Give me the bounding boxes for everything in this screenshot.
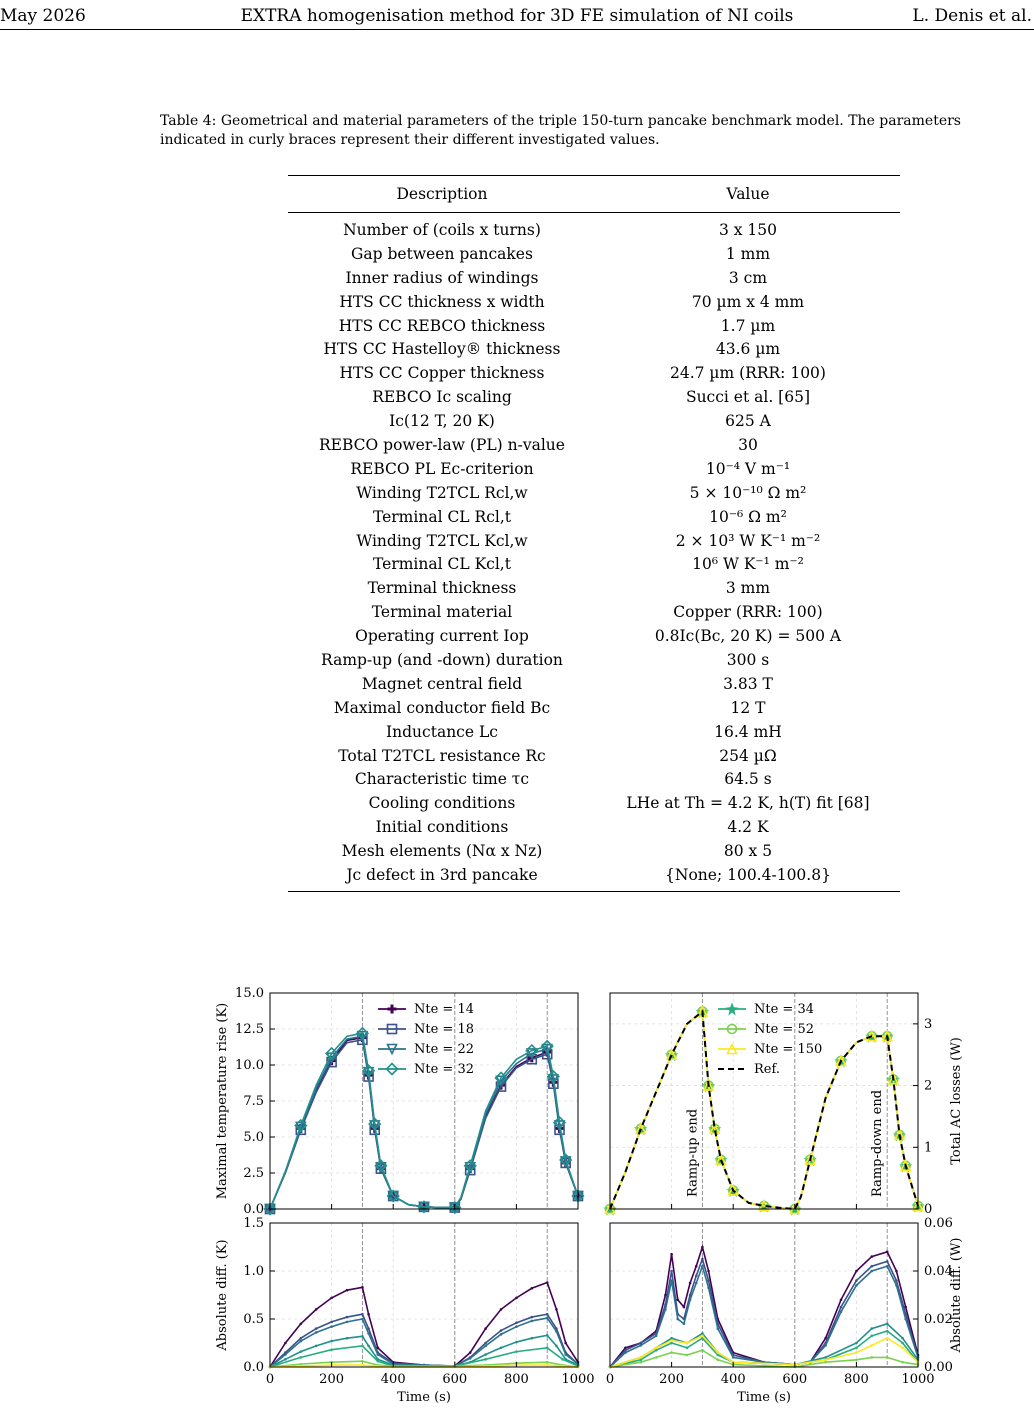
data-point <box>695 1275 698 1278</box>
cell-description: Operating current Iop <box>355 627 529 646</box>
data-point <box>670 1337 673 1340</box>
data-point <box>500 1347 503 1350</box>
data-point <box>330 1348 333 1351</box>
legend-label: Nte = 22 <box>414 1042 474 1057</box>
data-point <box>717 1327 720 1330</box>
data-point <box>361 1360 364 1363</box>
data-point <box>624 1347 627 1350</box>
x-tick-label: 0 <box>605 1372 615 1387</box>
cell-description: Ic(12 T, 20 K) <box>389 412 495 431</box>
data-point <box>717 1359 720 1362</box>
data-point <box>300 1340 303 1343</box>
x-tick-label: 600 <box>782 1372 808 1387</box>
cell-description: Terminal CL Rcl,t <box>372 507 511 526</box>
data-point <box>531 1287 534 1290</box>
data-point <box>484 1358 487 1361</box>
data-point <box>683 1306 686 1309</box>
parameter-table-wrap <box>288 175 900 892</box>
cell-value: 3 x 150 <box>718 220 777 239</box>
y-tick-label: 7.5 <box>243 1094 264 1109</box>
cell-value: 1.7 µm <box>720 316 776 335</box>
data-point <box>686 1342 689 1345</box>
data-point <box>555 1345 558 1348</box>
legend-label: Nte = 32 <box>414 1062 474 1077</box>
series-line <box>610 1266 918 1367</box>
data-point <box>824 1361 827 1364</box>
data-point <box>367 1332 370 1335</box>
legend-label: Nte = 52 <box>754 1022 814 1037</box>
data-point <box>361 1364 364 1367</box>
data-point <box>531 1320 534 1323</box>
chart-panel <box>605 993 965 1217</box>
x-tick-label: 200 <box>319 1372 345 1387</box>
data-point <box>670 1339 673 1342</box>
data-point <box>901 1337 904 1340</box>
y-tick-label: 0.04 <box>924 1264 953 1279</box>
data-point <box>707 1279 710 1282</box>
y-tick-label: 12.5 <box>235 1022 264 1037</box>
cell-value: 30 <box>738 435 758 454</box>
cell-description: Mesh elements (Nα x Nz) <box>341 842 543 861</box>
cell-description: Maximal conductor field Bc <box>333 698 551 717</box>
table-row <box>288 863 900 891</box>
cell-description: Inductance Lc <box>386 722 498 741</box>
cell-description: REBCO Ic scaling <box>372 388 512 407</box>
table-row <box>288 720 900 744</box>
table-row <box>288 505 900 529</box>
data-point <box>732 1356 735 1359</box>
y-tick-label: 1 <box>924 1140 933 1156</box>
data-point <box>346 1321 349 1324</box>
y-tick-label: 2 <box>924 1078 933 1094</box>
data-point <box>300 1323 303 1326</box>
header-date: May 2026 <box>0 6 86 26</box>
cell-description: Initial conditions <box>375 818 509 837</box>
data-point <box>555 1308 558 1311</box>
data-point <box>695 1265 698 1268</box>
y-tick-label: 0.0 <box>243 1202 264 1217</box>
data-point <box>824 1356 827 1359</box>
data-point <box>555 1330 558 1333</box>
cell-value: 3 cm <box>728 268 768 287</box>
data-point <box>701 1246 704 1249</box>
data-point <box>901 1342 904 1345</box>
table-row <box>288 600 900 624</box>
y-tick-label: 0.0 <box>243 1360 264 1375</box>
data-point <box>886 1251 889 1254</box>
data-point <box>855 1342 858 1345</box>
results-figure-svg <box>160 975 1000 1415</box>
legend-label: Ref. <box>754 1062 780 1077</box>
data-point <box>361 1345 364 1348</box>
data-point <box>515 1325 518 1328</box>
data-point <box>469 1357 472 1360</box>
table-row <box>288 337 900 361</box>
table-row <box>288 361 900 385</box>
cell-value: 10⁻⁶ Ω m² <box>709 507 787 526</box>
x-tick-label: 0 <box>265 1372 275 1387</box>
cell-value: 3.83 T <box>723 674 773 693</box>
cell-value: 625 A <box>725 412 771 431</box>
y-axis-label: Absolute diff. (K) <box>215 1239 230 1351</box>
data-point <box>670 1279 673 1282</box>
data-point <box>855 1270 858 1273</box>
data-point <box>670 1253 673 1256</box>
header-value: Value <box>726 185 770 203</box>
cell-value: 16.4 mH <box>714 722 782 741</box>
cell-value: Succi et al. [65] <box>685 388 810 407</box>
data-point <box>546 1317 549 1320</box>
cell-description: REBCO power-law (PL) n-value <box>319 435 565 454</box>
table-row <box>288 385 900 409</box>
data-point <box>871 1265 874 1268</box>
data-point <box>564 1353 567 1356</box>
y-tick-label: 1.0 <box>243 1264 264 1279</box>
data-point <box>315 1327 318 1330</box>
data-point <box>840 1306 843 1309</box>
data-point <box>531 1337 534 1340</box>
data-point <box>655 1335 658 1338</box>
cell-description: Winding T2TCL Kcl,w <box>356 531 528 550</box>
cell-description: Gap between pancakes <box>351 244 533 263</box>
cell-description: Terminal material <box>371 603 513 622</box>
data-point <box>886 1260 889 1263</box>
x-tick-label: 1000 <box>561 1372 595 1387</box>
chart-panel <box>215 986 584 1217</box>
data-point <box>515 1297 518 1300</box>
data-point <box>871 1270 874 1273</box>
parameter-table <box>288 175 900 892</box>
table-row <box>288 552 900 576</box>
data-point <box>284 1353 287 1356</box>
data-point <box>871 1335 874 1338</box>
legend-marker <box>727 1004 738 1015</box>
results-figure <box>160 975 1000 1415</box>
table-row <box>288 314 900 338</box>
header-title: EXTRA homogenisation method for 3D FE simulation of NI coils <box>240 6 794 26</box>
data-point <box>500 1308 503 1311</box>
data-point <box>670 1351 673 1354</box>
table-row <box>288 409 900 433</box>
y-tick-label: 0.02 <box>924 1312 953 1327</box>
data-point <box>871 1344 874 1347</box>
data-point <box>840 1311 843 1314</box>
data-point <box>701 1265 704 1268</box>
data-point <box>500 1333 503 1336</box>
data-point <box>546 1361 549 1364</box>
cell-description: Total T2TCL resistance Rc <box>338 746 546 765</box>
y-tick-label: 0.00 <box>924 1360 953 1375</box>
data-point <box>886 1337 889 1340</box>
y-tick-label: 10.0 <box>235 1058 264 1073</box>
data-point <box>689 1282 692 1285</box>
data-point <box>855 1347 858 1350</box>
cell-description: Characteristic time τc <box>354 770 530 789</box>
x-tick-label: 1000 <box>901 1372 935 1387</box>
cell-description: Ramp-up (and -down) duration <box>321 650 563 669</box>
table-row <box>288 624 900 648</box>
x-tick-label: 800 <box>503 1372 529 1387</box>
data-point <box>824 1344 827 1347</box>
cell-value: 300 s <box>726 650 770 669</box>
data-point <box>361 1318 364 1321</box>
cell-description: REBCO PL Ec-criterion <box>350 459 534 478</box>
y-axis-label: Absolute diff. (W) <box>949 1237 964 1353</box>
data-point <box>701 1258 704 1261</box>
legend-label: Nte = 150 <box>754 1042 823 1057</box>
legend-marker <box>388 1005 397 1014</box>
cell-value: 70 µm x 4 mm <box>691 292 805 311</box>
data-point <box>484 1327 487 1330</box>
data-point <box>346 1289 349 1292</box>
cell-value: 2 × 10³ W K⁻¹ m⁻² <box>675 531 821 550</box>
cell-description: HTS CC thickness x width <box>339 292 545 311</box>
data-point <box>670 1342 673 1345</box>
header-authors: L. Denis et al. <box>912 6 1032 26</box>
table-row <box>288 290 900 314</box>
cell-value: LHe at Th = 4.2 K, h(T) fit [68] <box>626 794 870 813</box>
data-point <box>315 1345 318 1348</box>
y-tick-label: 0.5 <box>243 1312 264 1327</box>
data-point <box>300 1356 303 1359</box>
cell-value: 0.8Ic(Bc, 20 K) = 500 A <box>654 627 842 646</box>
data-point <box>377 1353 380 1356</box>
y-tick-label: 0.06 <box>924 1216 953 1231</box>
cell-value: 254 µΩ <box>719 746 777 765</box>
data-point <box>664 1308 667 1311</box>
data-point <box>469 1351 472 1354</box>
page-header <box>0 0 1034 30</box>
cell-value: 24.7 µm (RRR: 100) <box>669 364 826 383</box>
x-tick-label: 400 <box>720 1372 746 1387</box>
legend-label: Nte = 14 <box>414 1002 474 1017</box>
data-point <box>361 1335 364 1338</box>
data-point <box>330 1321 333 1324</box>
table-row <box>288 791 900 815</box>
cell-value: {None; 100.4-100.8} <box>665 865 831 884</box>
data-point <box>689 1299 692 1302</box>
data-point <box>686 1347 689 1350</box>
data-point <box>564 1342 567 1345</box>
data-point <box>361 1286 364 1289</box>
cell-value: 10⁶ W K⁻¹ m⁻² <box>692 555 804 574</box>
chart-panel <box>215 1216 595 1405</box>
data-point <box>484 1353 487 1356</box>
table-header-row <box>288 176 900 213</box>
data-point <box>871 1327 874 1330</box>
cell-value: 43.6 µm <box>715 340 781 359</box>
data-point <box>377 1360 380 1363</box>
cell-value: 1 mm <box>725 244 771 263</box>
cell-description: Terminal thickness <box>367 579 517 598</box>
cell-description: Winding T2TCL Rcl,w <box>356 483 528 502</box>
cell-description: Jc defect in 3rd pancake <box>346 865 538 884</box>
data-point <box>546 1281 549 1284</box>
data-point <box>624 1351 627 1354</box>
data-point <box>515 1341 518 1344</box>
table-body <box>288 213 900 892</box>
cell-value: 64.5 s <box>724 770 772 789</box>
data-point <box>300 1350 303 1353</box>
table-row <box>288 839 900 863</box>
data-point <box>695 1282 698 1285</box>
table-row <box>288 815 900 839</box>
cell-value: 4.2 K <box>727 818 769 837</box>
data-point <box>655 1347 658 1350</box>
y-tick-label: 15.0 <box>235 986 264 1001</box>
data-point <box>871 1356 874 1359</box>
cell-description: HTS CC Hastelloy® thickness <box>323 340 561 359</box>
data-point <box>284 1342 287 1345</box>
data-point <box>670 1270 673 1273</box>
data-point <box>886 1323 889 1326</box>
data-point <box>546 1347 549 1350</box>
data-point <box>701 1335 704 1338</box>
data-point <box>886 1265 889 1268</box>
data-point <box>500 1329 503 1332</box>
data-point <box>361 1313 364 1316</box>
data-point <box>901 1347 904 1350</box>
cell-value: Copper (RRR: 100) <box>673 603 823 622</box>
data-point <box>855 1284 858 1287</box>
y-tick-label: 3 <box>924 1016 933 1032</box>
ramp-annotation: Ramp-down end <box>870 1089 886 1197</box>
header-description: Description <box>396 185 488 203</box>
table-row <box>288 242 900 266</box>
table-row <box>288 576 900 600</box>
data-point <box>330 1325 333 1328</box>
table-row <box>288 744 900 768</box>
chart-panel <box>606 1216 964 1405</box>
data-point <box>717 1351 720 1354</box>
x-tick-label: 200 <box>659 1372 685 1387</box>
data-point <box>367 1313 370 1316</box>
data-point <box>315 1308 318 1311</box>
cell-value: 3 mm <box>725 579 771 598</box>
cell-value: 80 x 5 <box>723 842 773 861</box>
data-point <box>886 1330 889 1333</box>
data-point <box>824 1359 827 1362</box>
table-row <box>288 457 900 481</box>
cell-value: 5 × 10⁻¹⁰ Ω m² <box>689 483 807 502</box>
x-axis-label: Time (s) <box>737 1390 791 1405</box>
series-line <box>270 1318 578 1367</box>
data-point <box>330 1297 333 1300</box>
data-point <box>676 1318 679 1321</box>
data-point <box>895 1279 898 1282</box>
data-point <box>484 1342 487 1345</box>
data-point <box>330 1340 333 1343</box>
data-point <box>855 1279 858 1282</box>
data-point <box>346 1337 349 1340</box>
data-point <box>904 1318 907 1321</box>
data-point <box>315 1331 318 1334</box>
data-point <box>624 1349 627 1352</box>
y-tick-label: 1.5 <box>243 1216 264 1231</box>
data-point <box>686 1354 689 1357</box>
data-point <box>855 1351 858 1354</box>
x-tick-label: 600 <box>442 1372 468 1387</box>
data-point <box>701 1332 704 1335</box>
data-point <box>895 1284 898 1287</box>
table-caption: Table 4: Geometrical and material parameters of the triple 150-turn pancake benchmark model. The parameters indicated in curly braces represent their different investigated values. <box>160 113 961 148</box>
data-point <box>901 1361 904 1364</box>
y-axis-label: Maximal temperature rise (K) <box>215 1002 230 1200</box>
data-point <box>546 1313 549 1316</box>
table-row <box>288 696 900 720</box>
cell-description: Cooling conditions <box>368 794 516 813</box>
table-row <box>288 213 900 242</box>
y-tick-label: 5.0 <box>243 1130 264 1145</box>
data-point <box>895 1270 898 1273</box>
x-axis-label: Time (s) <box>397 1390 451 1405</box>
header-rule <box>0 29 1034 30</box>
legend-label: Nte = 18 <box>414 1022 474 1037</box>
data-point <box>701 1349 704 1352</box>
data-point <box>871 1255 874 1258</box>
data-point <box>284 1358 287 1361</box>
data-point <box>531 1316 534 1319</box>
y-tick-label: 0 <box>924 1202 933 1217</box>
data-point <box>515 1350 518 1353</box>
data-point <box>300 1337 303 1340</box>
cell-description: Terminal CL Kcl,t <box>373 555 511 574</box>
data-point <box>840 1299 843 1302</box>
cell-description: HTS CC REBCO thickness <box>338 316 546 335</box>
data-point <box>855 1359 858 1362</box>
data-point <box>707 1287 710 1290</box>
data-point <box>640 1361 643 1364</box>
data-point <box>346 1316 349 1319</box>
cell-value: 12 T <box>730 698 766 717</box>
table-row <box>288 767 900 791</box>
data-point <box>546 1334 549 1337</box>
x-tick-label: 800 <box>843 1372 869 1387</box>
data-point <box>655 1356 658 1359</box>
data-point <box>484 1345 487 1348</box>
cell-description: Magnet central field <box>361 674 523 693</box>
data-point <box>683 1323 686 1326</box>
y-tick-label: 2.5 <box>243 1166 264 1181</box>
data-point <box>546 1364 549 1367</box>
table-row <box>288 481 900 505</box>
table-row <box>288 433 900 457</box>
table-row <box>288 672 900 696</box>
x-tick-label: 400 <box>380 1372 406 1387</box>
cell-value: 10⁻⁴ V m⁻¹ <box>705 459 791 478</box>
y-axis-label: Total AC losses (W) <box>949 1037 964 1165</box>
cell-description: Inner radius of windings <box>345 268 539 287</box>
table-row <box>288 648 900 672</box>
data-point <box>561 1358 564 1361</box>
data-point <box>676 1299 679 1302</box>
data-point <box>886 1356 889 1359</box>
cell-description: Number of (coils x turns) <box>343 220 541 239</box>
data-point <box>367 1345 370 1348</box>
table-row <box>288 529 900 553</box>
ramp-annotation: Ramp-up end <box>685 1108 701 1197</box>
data-point <box>640 1356 643 1359</box>
data-point <box>640 1359 643 1362</box>
data-point <box>640 1344 643 1347</box>
data-point <box>707 1270 710 1273</box>
data-point <box>515 1322 518 1325</box>
legend-label: Nte = 34 <box>754 1002 814 1017</box>
cell-description: HTS CC Copper thickness <box>339 364 545 383</box>
table-row <box>288 266 900 290</box>
